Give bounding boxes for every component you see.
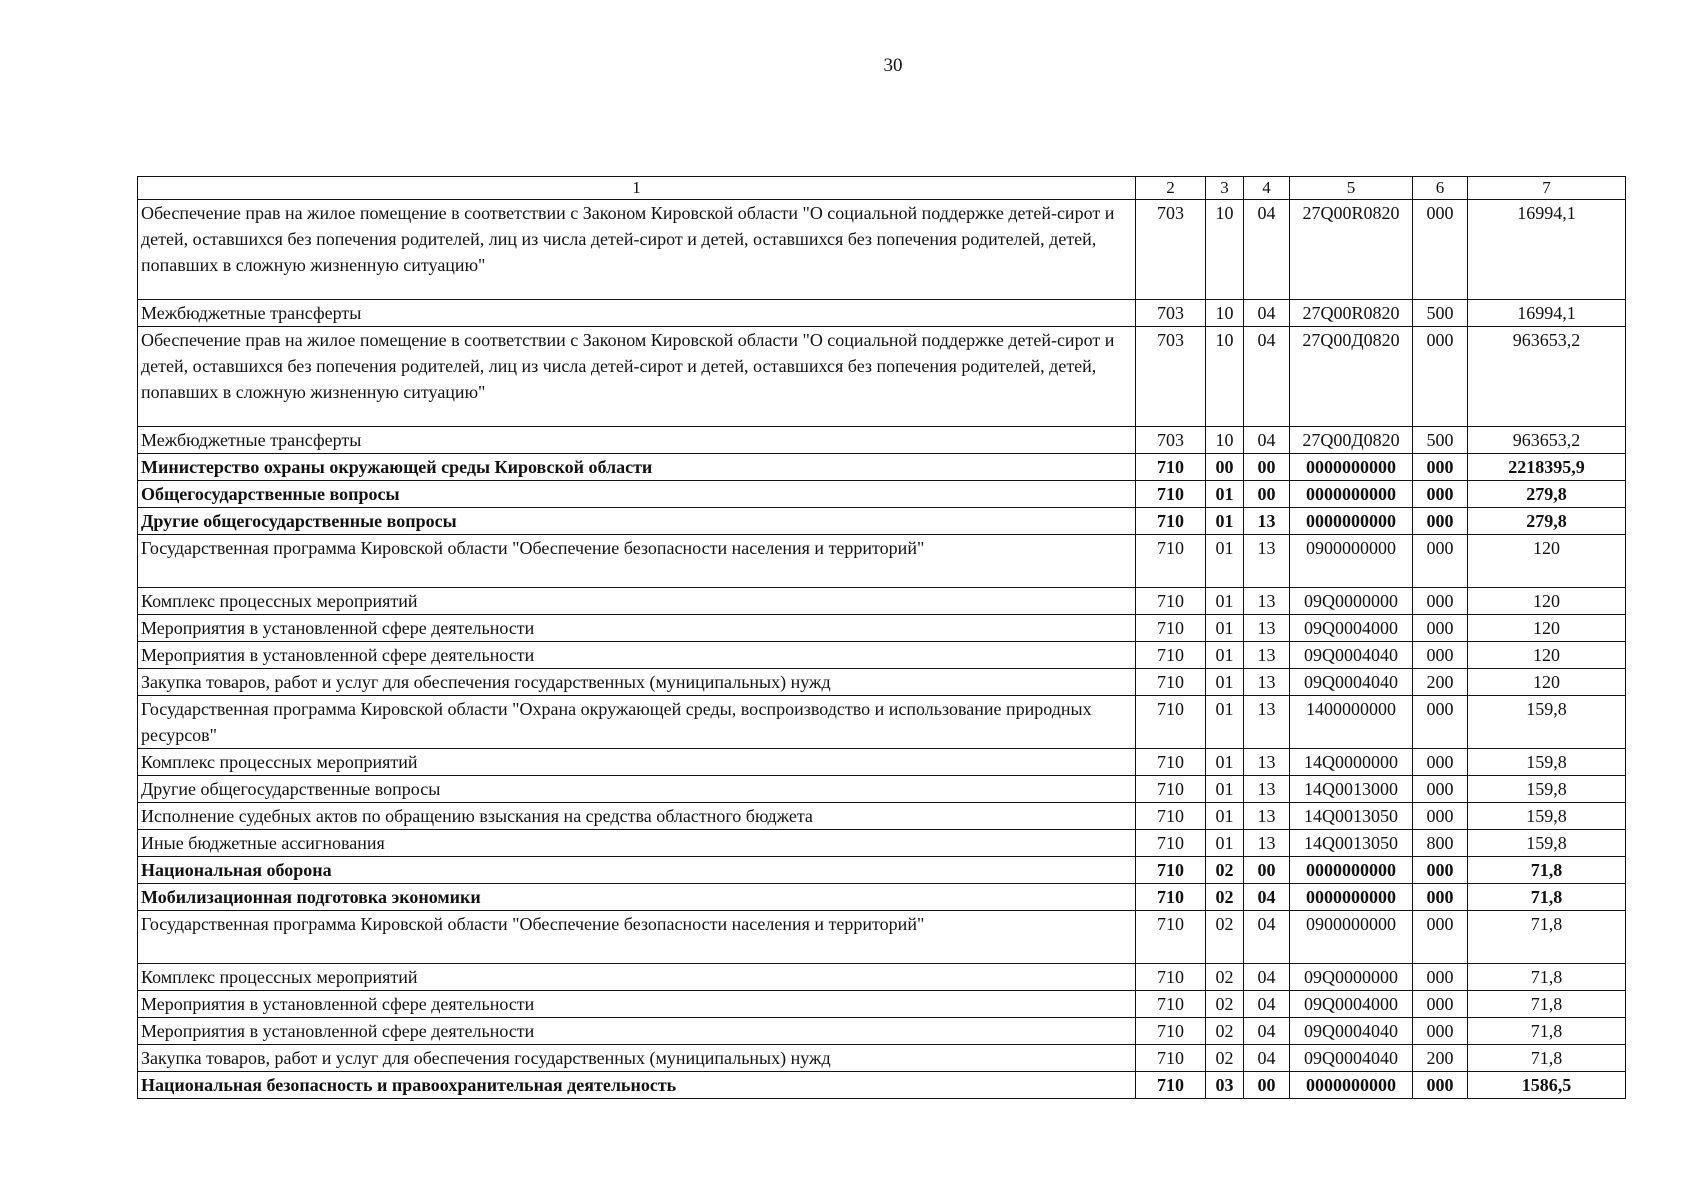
column-header-7: 7 — [1468, 177, 1626, 200]
row-name-cell: Мероприятия в установленной сфере деятельности — [138, 642, 1136, 669]
column-header-6: 6 — [1413, 177, 1468, 200]
row-code-4-cell: 04 — [1244, 884, 1290, 911]
row-code-5-cell: 09Q0000000 — [1290, 588, 1413, 615]
row-code-6-cell: 000 — [1413, 696, 1468, 749]
row-code-5-cell: 09Q0004040 — [1290, 669, 1413, 696]
table-row — [138, 615, 1626, 642]
row-code-4-cell: 13 — [1244, 588, 1290, 615]
row-code-5-cell: 0000000000 — [1290, 857, 1413, 884]
table-row — [138, 1045, 1626, 1072]
row-code-4-cell: 13 — [1244, 749, 1290, 776]
row-code-3-cell: 01 — [1206, 776, 1244, 803]
table-row — [138, 857, 1626, 884]
row-code-2-cell: 710 — [1136, 588, 1206, 615]
row-name-cell: Мероприятия в установленной сфере деятельности — [138, 1018, 1136, 1045]
table-row — [138, 508, 1626, 535]
row-code-4-cell: 04 — [1244, 200, 1290, 300]
row-amount-cell: 16994,1 — [1468, 300, 1626, 327]
row-code-3-cell: 01 — [1206, 830, 1244, 857]
column-header-3: 3 — [1206, 177, 1244, 200]
row-code-6-cell: 000 — [1413, 776, 1468, 803]
row-code-4-cell: 04 — [1244, 964, 1290, 991]
row-code-4-cell: 13 — [1244, 508, 1290, 535]
row-code-6-cell: 500 — [1413, 300, 1468, 327]
row-code-5-cell: 09Q0004000 — [1290, 991, 1413, 1018]
row-code-3-cell: 10 — [1206, 427, 1244, 454]
row-name-cell: Межбюджетные трансферты — [138, 427, 1136, 454]
row-name-cell: Закупка товаров, работ и услуг для обеспечения государственных (муниципальных) нужд — [138, 1045, 1136, 1072]
row-code-5-cell: 0900000000 — [1290, 535, 1413, 588]
row-code-5-cell: 14Q0013050 — [1290, 803, 1413, 830]
table-row — [138, 991, 1626, 1018]
row-code-2-cell: 710 — [1136, 964, 1206, 991]
row-code-2-cell: 710 — [1136, 535, 1206, 588]
row-code-4-cell: 13 — [1244, 669, 1290, 696]
table-row — [138, 454, 1626, 481]
row-code-6-cell: 000 — [1413, 1018, 1468, 1045]
table-row — [138, 776, 1626, 803]
row-code-2-cell: 710 — [1136, 857, 1206, 884]
row-name-cell: Общегосударственные вопросы — [138, 481, 1136, 508]
row-code-2-cell: 710 — [1136, 508, 1206, 535]
row-code-5-cell: 09Q0004040 — [1290, 1045, 1413, 1072]
row-code-2-cell: 710 — [1136, 669, 1206, 696]
row-amount-cell: 71,8 — [1468, 964, 1626, 991]
row-code-4-cell: 04 — [1244, 300, 1290, 327]
row-code-5-cell: 1400000000 — [1290, 696, 1413, 749]
row-amount-cell: 120 — [1468, 642, 1626, 669]
row-code-2-cell: 710 — [1136, 830, 1206, 857]
row-code-2-cell: 710 — [1136, 911, 1206, 964]
row-code-2-cell: 710 — [1136, 776, 1206, 803]
row-amount-cell: 120 — [1468, 588, 1626, 615]
row-code-2-cell: 710 — [1136, 991, 1206, 1018]
row-code-6-cell: 000 — [1413, 327, 1468, 427]
table-body — [138, 200, 1626, 1099]
row-code-5-cell: 0000000000 — [1290, 884, 1413, 911]
table-row — [138, 300, 1626, 327]
row-code-2-cell: 710 — [1136, 1018, 1206, 1045]
row-name-cell: Государственная программа Кировской области "Охрана окружающей среды, воспроизводство и использование природных ресурсов" — [138, 696, 1136, 749]
page-number: 30 — [883, 55, 903, 76]
row-code-3-cell: 02 — [1206, 911, 1244, 964]
row-code-3-cell: 10 — [1206, 327, 1244, 427]
row-code-4-cell: 04 — [1244, 911, 1290, 964]
row-code-5-cell: 09Q0004040 — [1290, 1018, 1413, 1045]
row-code-4-cell: 13 — [1244, 696, 1290, 749]
row-name-cell: Министерство охраны окружающей среды Кировской области — [138, 454, 1136, 481]
row-code-6-cell: 000 — [1413, 991, 1468, 1018]
row-name-cell: Иные бюджетные ассигнования — [138, 830, 1136, 857]
row-code-6-cell: 000 — [1413, 857, 1468, 884]
row-name-cell: Межбюджетные трансферты — [138, 300, 1136, 327]
row-code-3-cell: 01 — [1206, 749, 1244, 776]
row-amount-cell: 120 — [1468, 615, 1626, 642]
row-code-4-cell: 04 — [1244, 427, 1290, 454]
row-amount-cell: 71,8 — [1468, 884, 1626, 911]
row-code-3-cell: 01 — [1206, 669, 1244, 696]
row-code-3-cell: 02 — [1206, 991, 1244, 1018]
table-row — [138, 749, 1626, 776]
table-row — [138, 884, 1626, 911]
row-code-3-cell: 02 — [1206, 857, 1244, 884]
row-name-cell: Обеспечение прав на жилое помещение в соответствии с Законом Кировской области "О социальной поддержке детей-сирот и детей, оставшихся без попечения родителей, лиц из числа детей-сирот и детей, оставшихся без попечения родителей, детей, попавших в сложную жизненную ситуацию" — [138, 200, 1136, 300]
row-code-3-cell: 01 — [1206, 481, 1244, 508]
column-header-1: 1 — [138, 177, 1136, 200]
row-amount-cell: 159,8 — [1468, 749, 1626, 776]
row-code-3-cell: 02 — [1206, 1045, 1244, 1072]
table-row — [138, 535, 1626, 588]
row-code-4-cell: 04 — [1244, 991, 1290, 1018]
row-code-3-cell: 01 — [1206, 803, 1244, 830]
row-name-cell: Обеспечение прав на жилое помещение в соответствии с Законом Кировской области "О социальной поддержке детей-сирот и детей, оставшихся без попечения родителей, лиц из числа детей-сирот и детей, оставшихся без попечения родителей, детей, попавших в сложную жизненную ситуацию" — [138, 327, 1136, 427]
table-row — [138, 588, 1626, 615]
row-code-5-cell: 09Q0004040 — [1290, 642, 1413, 669]
row-code-2-cell: 710 — [1136, 1072, 1206, 1099]
row-code-6-cell: 000 — [1413, 642, 1468, 669]
row-amount-cell: 963653,2 — [1468, 427, 1626, 454]
row-amount-cell: 2218395,9 — [1468, 454, 1626, 481]
row-code-4-cell: 04 — [1244, 1045, 1290, 1072]
row-code-3-cell: 02 — [1206, 1018, 1244, 1045]
row-code-6-cell: 000 — [1413, 200, 1468, 300]
row-code-2-cell: 710 — [1136, 454, 1206, 481]
row-code-6-cell: 000 — [1413, 454, 1468, 481]
row-code-5-cell: 0000000000 — [1290, 454, 1413, 481]
row-name-cell: Закупка товаров, работ и услуг для обеспечения государственных (муниципальных) нужд — [138, 669, 1136, 696]
row-code-3-cell: 01 — [1206, 588, 1244, 615]
row-name-cell: Государственная программа Кировской области "Обеспечение безопасности населения и территорий" — [138, 535, 1136, 588]
row-code-3-cell: 10 — [1206, 200, 1244, 300]
row-name-cell: Другие общегосударственные вопросы — [138, 508, 1136, 535]
row-name-cell: Другие общегосударственные вопросы — [138, 776, 1136, 803]
row-code-4-cell: 00 — [1244, 1072, 1290, 1099]
row-amount-cell: 279,8 — [1468, 508, 1626, 535]
row-code-6-cell: 000 — [1413, 508, 1468, 535]
row-code-2-cell: 703 — [1136, 300, 1206, 327]
row-amount-cell: 120 — [1468, 669, 1626, 696]
row-code-6-cell: 000 — [1413, 884, 1468, 911]
row-code-2-cell: 710 — [1136, 481, 1206, 508]
row-code-6-cell: 800 — [1413, 830, 1468, 857]
row-code-5-cell: 09Q0000000 — [1290, 964, 1413, 991]
row-name-cell: Мобилизационная подготовка экономики — [138, 884, 1136, 911]
row-code-2-cell: 710 — [1136, 642, 1206, 669]
table-header-row — [138, 177, 1626, 200]
column-header-5: 5 — [1290, 177, 1413, 200]
row-code-2-cell: 710 — [1136, 749, 1206, 776]
column-header-4: 4 — [1244, 177, 1290, 200]
row-code-4-cell: 00 — [1244, 857, 1290, 884]
row-amount-cell: 159,8 — [1468, 830, 1626, 857]
row-amount-cell: 71,8 — [1468, 1018, 1626, 1045]
row-code-5-cell: 0000000000 — [1290, 508, 1413, 535]
row-amount-cell: 279,8 — [1468, 481, 1626, 508]
row-code-6-cell: 000 — [1413, 588, 1468, 615]
row-code-3-cell: 01 — [1206, 508, 1244, 535]
table-row — [138, 803, 1626, 830]
row-amount-cell: 16994,1 — [1468, 200, 1626, 300]
row-code-5-cell: 0900000000 — [1290, 911, 1413, 964]
row-code-2-cell: 710 — [1136, 803, 1206, 830]
row-code-2-cell: 710 — [1136, 884, 1206, 911]
row-code-5-cell: 27Q00Д0820 — [1290, 427, 1413, 454]
table-row — [138, 642, 1626, 669]
row-code-5-cell: 27Q00Д0820 — [1290, 327, 1413, 427]
row-code-3-cell: 03 — [1206, 1072, 1244, 1099]
row-code-3-cell: 01 — [1206, 615, 1244, 642]
row-code-4-cell: 13 — [1244, 615, 1290, 642]
row-code-5-cell: 0000000000 — [1290, 1072, 1413, 1099]
row-code-5-cell: 14Q0000000 — [1290, 749, 1413, 776]
row-code-2-cell: 703 — [1136, 427, 1206, 454]
row-code-5-cell: 27Q00R0820 — [1290, 200, 1413, 300]
table-row — [138, 427, 1626, 454]
table-row — [138, 964, 1626, 991]
row-code-3-cell: 00 — [1206, 454, 1244, 481]
row-code-3-cell: 10 — [1206, 300, 1244, 327]
row-amount-cell: 159,8 — [1468, 776, 1626, 803]
row-amount-cell: 1586,5 — [1468, 1072, 1626, 1099]
row-name-cell: Комплекс процессных мероприятий — [138, 964, 1136, 991]
row-amount-cell: 159,8 — [1468, 696, 1626, 749]
row-name-cell: Исполнение судебных актов по обращению взыскания на средства областного бюджета — [138, 803, 1136, 830]
table-row — [138, 481, 1626, 508]
table-row — [138, 200, 1626, 300]
row-code-4-cell: 13 — [1244, 535, 1290, 588]
row-code-6-cell: 500 — [1413, 427, 1468, 454]
row-code-4-cell: 13 — [1244, 776, 1290, 803]
row-name-cell: Мероприятия в установленной сфере деятельности — [138, 615, 1136, 642]
row-code-3-cell: 02 — [1206, 964, 1244, 991]
table-row — [138, 830, 1626, 857]
row-code-4-cell: 04 — [1244, 327, 1290, 427]
row-code-3-cell: 01 — [1206, 642, 1244, 669]
row-code-6-cell: 000 — [1413, 803, 1468, 830]
row-amount-cell: 71,8 — [1468, 991, 1626, 1018]
row-code-2-cell: 703 — [1136, 200, 1206, 300]
table-row — [138, 911, 1626, 964]
row-name-cell: Национальная безопасность и правоохранительная деятельность — [138, 1072, 1136, 1099]
row-name-cell: Комплекс процессных мероприятий — [138, 588, 1136, 615]
table-row — [138, 669, 1626, 696]
row-amount-cell: 71,8 — [1468, 1045, 1626, 1072]
row-code-3-cell: 02 — [1206, 884, 1244, 911]
row-code-4-cell: 00 — [1244, 454, 1290, 481]
row-code-5-cell: 09Q0004000 — [1290, 615, 1413, 642]
row-amount-cell: 963653,2 — [1468, 327, 1626, 427]
row-name-cell: Государственная программа Кировской области "Обеспечение безопасности населения и территорий" — [138, 911, 1136, 964]
row-code-6-cell: 000 — [1413, 1072, 1468, 1099]
row-code-5-cell: 14Q0013050 — [1290, 830, 1413, 857]
row-amount-cell: 71,8 — [1468, 911, 1626, 964]
row-code-2-cell: 703 — [1136, 327, 1206, 427]
row-code-6-cell: 000 — [1413, 964, 1468, 991]
row-code-6-cell: 000 — [1413, 481, 1468, 508]
row-code-2-cell: 710 — [1136, 1045, 1206, 1072]
row-amount-cell: 120 — [1468, 535, 1626, 588]
table-row — [138, 327, 1626, 427]
row-code-5-cell: 0000000000 — [1290, 481, 1413, 508]
row-name-cell: Комплекс процессных мероприятий — [138, 749, 1136, 776]
row-name-cell: Мероприятия в установленной сфере деятельности — [138, 991, 1136, 1018]
row-amount-cell: 71,8 — [1468, 857, 1626, 884]
table-row — [138, 1072, 1626, 1099]
row-code-3-cell: 01 — [1206, 696, 1244, 749]
row-code-5-cell: 27Q00R0820 — [1290, 300, 1413, 327]
column-header-2: 2 — [1136, 177, 1206, 200]
table-row — [138, 1018, 1626, 1045]
row-code-6-cell: 000 — [1413, 911, 1468, 964]
row-code-6-cell: 200 — [1413, 1045, 1468, 1072]
row-code-6-cell: 200 — [1413, 669, 1468, 696]
row-code-4-cell: 04 — [1244, 1018, 1290, 1045]
row-code-6-cell: 000 — [1413, 615, 1468, 642]
row-code-6-cell: 000 — [1413, 749, 1468, 776]
table-row — [138, 696, 1626, 749]
row-code-4-cell: 13 — [1244, 803, 1290, 830]
row-code-4-cell: 13 — [1244, 830, 1290, 857]
row-code-6-cell: 000 — [1413, 535, 1468, 588]
row-amount-cell: 159,8 — [1468, 803, 1626, 830]
row-code-3-cell: 01 — [1206, 535, 1244, 588]
row-code-2-cell: 710 — [1136, 615, 1206, 642]
row-code-2-cell: 710 — [1136, 696, 1206, 749]
row-code-4-cell: 13 — [1244, 642, 1290, 669]
row-name-cell: Национальная оборона — [138, 857, 1136, 884]
row-code-4-cell: 00 — [1244, 481, 1290, 508]
budget-table — [137, 176, 1626, 1099]
row-code-5-cell: 14Q0013000 — [1290, 776, 1413, 803]
